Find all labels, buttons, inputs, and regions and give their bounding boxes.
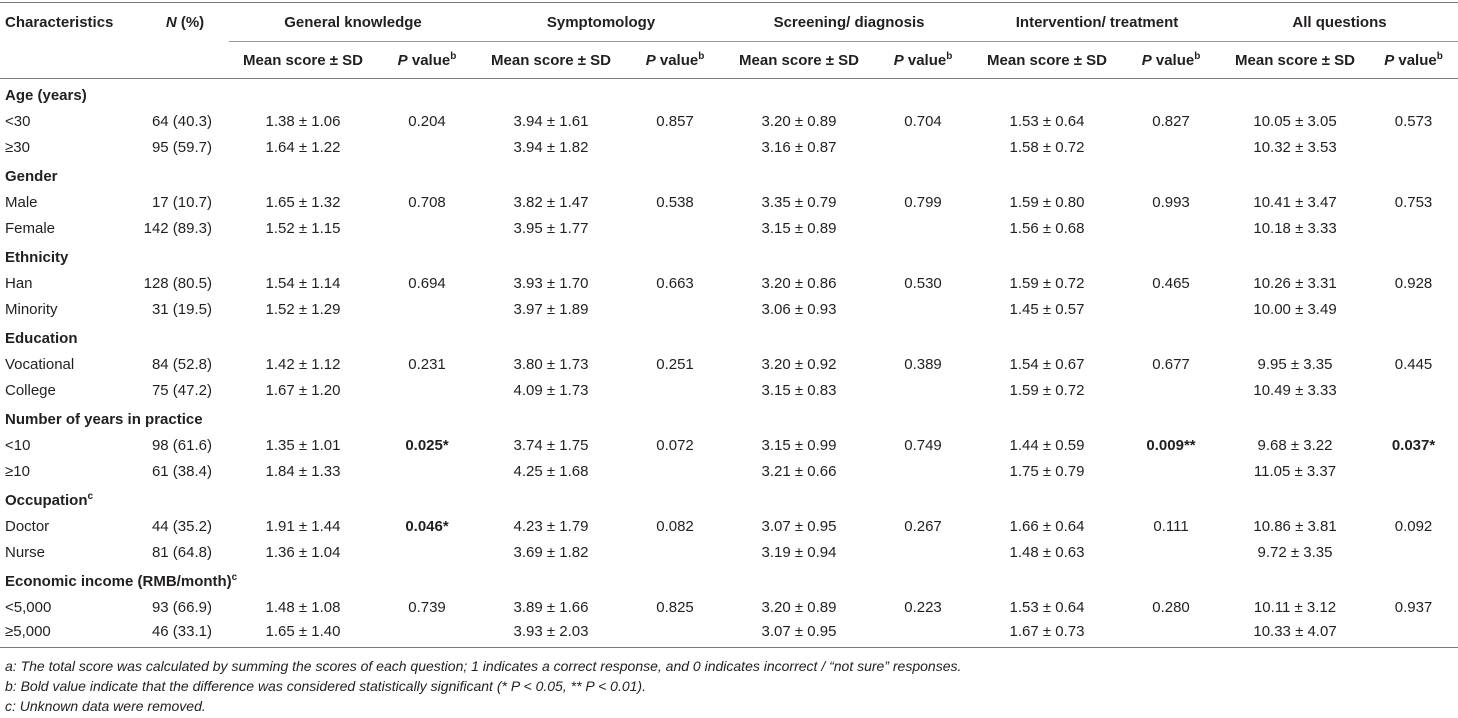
- cell-mean-score: 1.44 ± 0.59: [1009, 436, 1085, 454]
- cell-mean-score: 1.38 ± 1.06: [265, 112, 341, 130]
- row-n-percent: 84 (52.8): [151, 355, 212, 373]
- subheader-p-value: P value$^b$: [645, 50, 705, 69]
- cell-mean-score: 3.74 ± 1.75: [513, 436, 589, 454]
- cell-p-value: [1121, 377, 1221, 403]
- cell-mean-score: 10.33 ± 4.07: [1221, 620, 1369, 648]
- cell-mean-score: 3.20 ± 0.89: [761, 112, 837, 130]
- cell-p-value: 0.993: [1152, 193, 1190, 211]
- cell-p-value: [377, 296, 477, 322]
- cell-mean-score: 3.15 ± 0.99: [761, 436, 837, 454]
- header-group-symptomology: Symptomology: [477, 3, 725, 42]
- cell-p-value: [1121, 215, 1221, 241]
- row-n-percent: 128 (80.5): [143, 274, 212, 292]
- table-row: [0, 351, 1458, 377]
- table-row: [0, 620, 1458, 648]
- row-n-percent: 75 (47.2): [151, 381, 212, 399]
- cell-mean-score: 11.05 ± 3.37: [1253, 462, 1337, 480]
- row-n-percent: 17 (10.7): [151, 193, 212, 211]
- cell-mean-score: 10.18 ± 3.33: [1253, 219, 1337, 237]
- row-n-percent: 61 (38.4): [151, 462, 212, 480]
- cell-p-value: [1369, 539, 1458, 565]
- cell-mean-score: 3.16 ± 0.87: [761, 138, 837, 156]
- section-header-row: [0, 403, 1458, 432]
- cell-mean-score: 4.09 ± 1.73: [513, 381, 589, 399]
- table-row: [0, 108, 1458, 134]
- subheader-mean-score: Mean score ± SD: [987, 51, 1107, 69]
- row-label: ≥5,000: [0, 620, 141, 648]
- cell-p-value: 0.267: [904, 517, 942, 535]
- cell-mean-score: 1.66 ± 0.64: [1009, 517, 1085, 535]
- cell-mean-score: 3.93 ± 2.03: [477, 620, 625, 648]
- cell-p-value: 0.251: [656, 355, 694, 373]
- cell-p-value: [1121, 620, 1221, 648]
- cell-mean-score: 3.94 ± 1.61: [513, 112, 589, 130]
- cell-mean-score: 3.80 ± 1.73: [513, 355, 589, 373]
- row-label: <5,000: [5, 598, 52, 616]
- cell-p-value: 0.465: [1152, 274, 1190, 292]
- cell-p-value: [1369, 377, 1458, 403]
- table-row: [0, 134, 1458, 160]
- row-n-percent: 44 (35.2): [151, 517, 212, 535]
- section-title: Ethnicity: [5, 248, 69, 266]
- row-label: Han: [5, 274, 33, 292]
- cell-p-value: [1121, 134, 1221, 160]
- cell-mean-score: 3.69 ± 1.82: [513, 543, 589, 561]
- cell-mean-score: 4.25 ± 1.68: [513, 462, 589, 480]
- cell-p-value: [1369, 134, 1458, 160]
- cell-mean-score: 1.75 ± 0.79: [1009, 462, 1085, 480]
- cell-p-value: [873, 377, 973, 403]
- row-n-percent: 31 (19.5): [151, 300, 212, 318]
- cell-p-value: [873, 458, 973, 484]
- cell-p-value: [1121, 296, 1221, 322]
- cell-mean-score: 3.97 ± 1.89: [513, 300, 589, 318]
- cell-mean-score: 1.58 ± 0.72: [1009, 138, 1085, 156]
- section-title: Economic income (RMB/month)$^c$: [5, 571, 238, 590]
- section-header-row: [0, 565, 1458, 594]
- cell-p-value: [625, 296, 725, 322]
- cell-p-value: [377, 539, 477, 565]
- cell-p-value: 0.538: [656, 193, 694, 211]
- cell-mean-score: 3.06 ± 0.93: [761, 300, 837, 318]
- cell-p-value: 0.280: [1152, 598, 1190, 616]
- cell-mean-score: 9.68 ± 3.22: [1257, 436, 1333, 454]
- cell-mean-score: 3.19 ± 0.94: [761, 543, 837, 561]
- table-footnotes: [5, 656, 961, 716]
- cell-p-value: [1369, 620, 1458, 648]
- table-row: [0, 270, 1458, 296]
- cell-mean-score: 3.07 ± 0.95: [761, 517, 837, 535]
- cell-mean-score: 1.52 ± 1.15: [265, 219, 341, 237]
- cell-p-value: 0.037*: [1391, 436, 1436, 454]
- cell-p-value: 0.082: [656, 517, 694, 535]
- table-row: [0, 215, 1458, 241]
- cell-p-value: 0.928: [1394, 274, 1433, 292]
- row-label: <30: [5, 112, 31, 130]
- row-label: Nurse: [5, 543, 46, 561]
- cell-mean-score: 1.67 ± 0.73: [973, 620, 1121, 648]
- row-n-percent: 81 (64.8): [151, 543, 212, 561]
- cell-p-value: [377, 134, 477, 160]
- cell-mean-score: 3.20 ± 0.92: [761, 355, 837, 373]
- section-header-row: [0, 79, 1458, 109]
- cell-p-value: 0.389: [904, 355, 942, 373]
- cell-mean-score: 3.35 ± 0.79: [761, 193, 837, 211]
- table-row: [0, 513, 1458, 539]
- cell-p-value: 0.573: [1394, 112, 1433, 130]
- row-n-percent: 142 (89.3): [143, 219, 212, 237]
- cell-p-value: 0.857: [656, 112, 694, 130]
- cell-mean-score: 3.21 ± 0.66: [761, 462, 837, 480]
- section-title: Number of years in practice: [5, 410, 203, 428]
- cell-p-value: 0.092: [1394, 517, 1433, 535]
- section-header-row: [0, 160, 1458, 189]
- cell-p-value: [625, 620, 725, 648]
- cell-p-value: 0.937: [1394, 598, 1433, 616]
- cell-mean-score: 1.36 ± 1.04: [265, 543, 341, 561]
- cell-p-value: [377, 458, 477, 484]
- cell-mean-score: 3.95 ± 1.77: [513, 219, 589, 237]
- cell-p-value: 0.749: [904, 436, 942, 454]
- cell-p-value: [625, 539, 725, 565]
- cell-p-value: [873, 134, 973, 160]
- row-label: Male: [5, 193, 38, 211]
- cell-mean-score: 3.82 ± 1.47: [513, 193, 589, 211]
- cell-p-value: [873, 539, 973, 565]
- row-label: Minority: [5, 300, 58, 318]
- section-title: Age (years): [5, 86, 87, 104]
- cell-mean-score: 1.48 ± 0.63: [1009, 543, 1085, 561]
- table-row: [0, 189, 1458, 215]
- cell-mean-score: 9.95 ± 3.35: [1257, 355, 1333, 373]
- cell-p-value: 0.231: [408, 355, 446, 373]
- cell-mean-score: 10.26 ± 3.31: [1253, 274, 1337, 292]
- cell-p-value: 0.530: [904, 274, 942, 292]
- cell-mean-score: 3.20 ± 0.89: [761, 598, 837, 616]
- header-group-all-questions: All questions: [1221, 3, 1458, 42]
- cell-mean-score: 1.59 ± 0.72: [1009, 274, 1085, 292]
- cell-mean-score: 1.84 ± 1.33: [265, 462, 341, 480]
- cell-mean-score: 1.52 ± 1.29: [265, 300, 341, 318]
- subheader-p-value: P value$^b$: [893, 50, 953, 69]
- cell-mean-score: 1.56 ± 0.68: [1009, 219, 1085, 237]
- cell-p-value: 0.827: [1152, 112, 1190, 130]
- cell-p-value: [377, 377, 477, 403]
- cell-p-value: 0.111: [1153, 517, 1189, 535]
- cell-p-value: [1369, 215, 1458, 241]
- cell-p-value: 0.046*: [405, 517, 449, 535]
- cell-mean-score: 10.41 ± 3.47: [1253, 193, 1337, 211]
- row-n-percent: 93 (66.9): [151, 598, 212, 616]
- cell-p-value: 0.739: [408, 598, 446, 616]
- section-title: Occupation$^c$: [5, 490, 94, 509]
- table-row: [0, 432, 1458, 458]
- section-title: Gender: [5, 167, 58, 185]
- cell-mean-score: 1.53 ± 0.64: [1009, 112, 1085, 130]
- section-header-row: [0, 322, 1458, 351]
- table-row: [0, 539, 1458, 565]
- cell-p-value: 0.009**: [1146, 436, 1196, 454]
- section-header-row: [0, 241, 1458, 270]
- cell-p-value: 0.799: [904, 193, 942, 211]
- cell-mean-score: 1.54 ± 1.14: [265, 274, 341, 292]
- row-n-percent: 95 (59.7): [151, 138, 212, 156]
- header-group-general-knowledge: General knowledge: [229, 3, 477, 42]
- cell-p-value: [625, 377, 725, 403]
- cell-p-value: [625, 215, 725, 241]
- cell-mean-score: 1.54 ± 0.67: [1009, 355, 1085, 373]
- cell-mean-score: 3.93 ± 1.70: [513, 274, 589, 292]
- header-characteristics: Characteristics: [5, 13, 114, 31]
- subheader-p-value: P value$^b$: [1141, 50, 1201, 69]
- row-label: Doctor: [5, 517, 50, 535]
- cell-p-value: [625, 134, 725, 160]
- cell-mean-score: 3.94 ± 1.82: [513, 138, 589, 156]
- cell-mean-score: 3.89 ± 1.66: [513, 598, 589, 616]
- row-label: Vocational: [5, 355, 75, 373]
- cell-mean-score: 10.86 ± 3.81: [1253, 517, 1337, 535]
- footnote-a: a: The total score was calculated by summing the scores of each question; 1 indicates a correct response, and 0 indicates incorrect / “not sure” responses.: [5, 658, 962, 674]
- row-label: Female: [5, 219, 56, 237]
- header-group-intervention-treatment: Intervention/ treatment: [973, 3, 1221, 42]
- cell-p-value: [1369, 296, 1458, 322]
- cell-mean-score: 1.59 ± 0.72: [1009, 381, 1085, 399]
- cell-mean-score: 1.35 ± 1.01: [265, 436, 341, 454]
- table-row: [0, 296, 1458, 322]
- cell-p-value: [1369, 458, 1458, 484]
- score-comparison-table: [0, 2, 1458, 648]
- cell-mean-score: 3.15 ± 0.83: [761, 381, 837, 399]
- cell-mean-score: 1.53 ± 0.64: [1009, 598, 1085, 616]
- row-label: ≥30: [5, 138, 30, 156]
- cell-p-value: 0.677: [1152, 355, 1190, 373]
- footnote-c: c: Unknown data were removed.: [5, 698, 206, 714]
- cell-p-value: 0.025*: [405, 436, 449, 454]
- row-label: College: [5, 381, 56, 399]
- cell-p-value: 0.072: [656, 436, 694, 454]
- cell-mean-score: 1.48 ± 1.08: [265, 598, 341, 616]
- cell-mean-score: 3.15 ± 0.89: [761, 219, 837, 237]
- cell-mean-score: 1.67 ± 1.20: [265, 381, 341, 399]
- cell-p-value: [625, 458, 725, 484]
- cell-mean-score: 1.42 ± 1.12: [265, 355, 341, 373]
- table-row: [0, 377, 1458, 403]
- cell-mean-score: 3.07 ± 0.95: [725, 620, 873, 648]
- cell-mean-score: 10.11 ± 3.12: [1253, 598, 1337, 616]
- subheader-mean-score: Mean score ± SD: [491, 51, 611, 69]
- row-n-percent: 98 (61.6): [151, 436, 212, 454]
- cell-mean-score: 10.05 ± 3.05: [1253, 112, 1337, 130]
- cell-p-value: 0.704: [904, 112, 942, 130]
- cell-p-value: 0.694: [408, 274, 446, 292]
- cell-mean-score: 1.91 ± 1.44: [265, 517, 341, 535]
- subheader-mean-score: Mean score ± SD: [1235, 51, 1355, 69]
- cell-p-value: 0.204: [408, 112, 446, 130]
- cell-mean-score: 9.72 ± 3.35: [1257, 543, 1333, 561]
- cell-mean-score: 3.20 ± 0.86: [761, 274, 837, 292]
- cell-mean-score: 4.23 ± 1.79: [513, 517, 589, 535]
- cell-mean-score: 10.00 ± 3.49: [1253, 300, 1337, 318]
- subheader-mean-score: Mean score ± SD: [243, 51, 363, 69]
- cell-p-value: [873, 215, 973, 241]
- section-header-row: [0, 484, 1458, 513]
- cell-mean-score: 1.45 ± 0.57: [1009, 300, 1085, 318]
- cell-mean-score: 1.65 ± 1.32: [265, 193, 341, 211]
- header-group-screening-diagnosis: Screening/ diagnosis: [725, 3, 973, 42]
- cell-p-value: [377, 215, 477, 241]
- cell-p-value: [1121, 458, 1221, 484]
- cell-p-value: 0.753: [1394, 193, 1433, 211]
- header-n: N (%): [165, 13, 205, 31]
- header-row-groups: [0, 3, 1458, 42]
- cell-p-value: [873, 620, 973, 648]
- section-title: Education: [5, 329, 78, 347]
- cell-p-value: [873, 296, 973, 322]
- cell-p-value: [377, 620, 477, 648]
- subheader-mean-score: Mean score ± SD: [739, 51, 859, 69]
- cell-p-value: 0.223: [904, 598, 942, 616]
- table-row: [0, 594, 1458, 620]
- cell-mean-score: 10.49 ± 3.33: [1253, 381, 1337, 399]
- row-n-percent: 64 (40.3): [151, 112, 212, 130]
- cell-mean-score: 1.64 ± 1.22: [265, 138, 341, 156]
- row-label: ≥10: [5, 462, 30, 480]
- cell-p-value: 0.445: [1394, 355, 1433, 373]
- cell-p-value: 0.663: [656, 274, 694, 292]
- cell-p-value: 0.825: [656, 598, 694, 616]
- cell-p-value: 0.708: [408, 193, 446, 211]
- cell-mean-score: 1.65 ± 1.40: [229, 620, 377, 648]
- subheader-p-value: P value$^b$: [1384, 50, 1443, 69]
- cell-p-value: [1121, 539, 1221, 565]
- footnote-b: b: Bold value indicate that the difference was considered statistically significant (* P < 0.05, ** P < 0.01).: [5, 678, 646, 694]
- cell-mean-score: 1.59 ± 0.80: [1009, 193, 1085, 211]
- row-n-percent: 46 (33.1): [141, 620, 229, 648]
- table-row: [0, 458, 1458, 484]
- cell-mean-score: 10.32 ± 3.53: [1253, 138, 1337, 156]
- row-label: <10: [5, 436, 31, 454]
- subheader-p-value: P value$^b$: [397, 50, 457, 69]
- header-row-subcolumns: [0, 42, 1458, 79]
